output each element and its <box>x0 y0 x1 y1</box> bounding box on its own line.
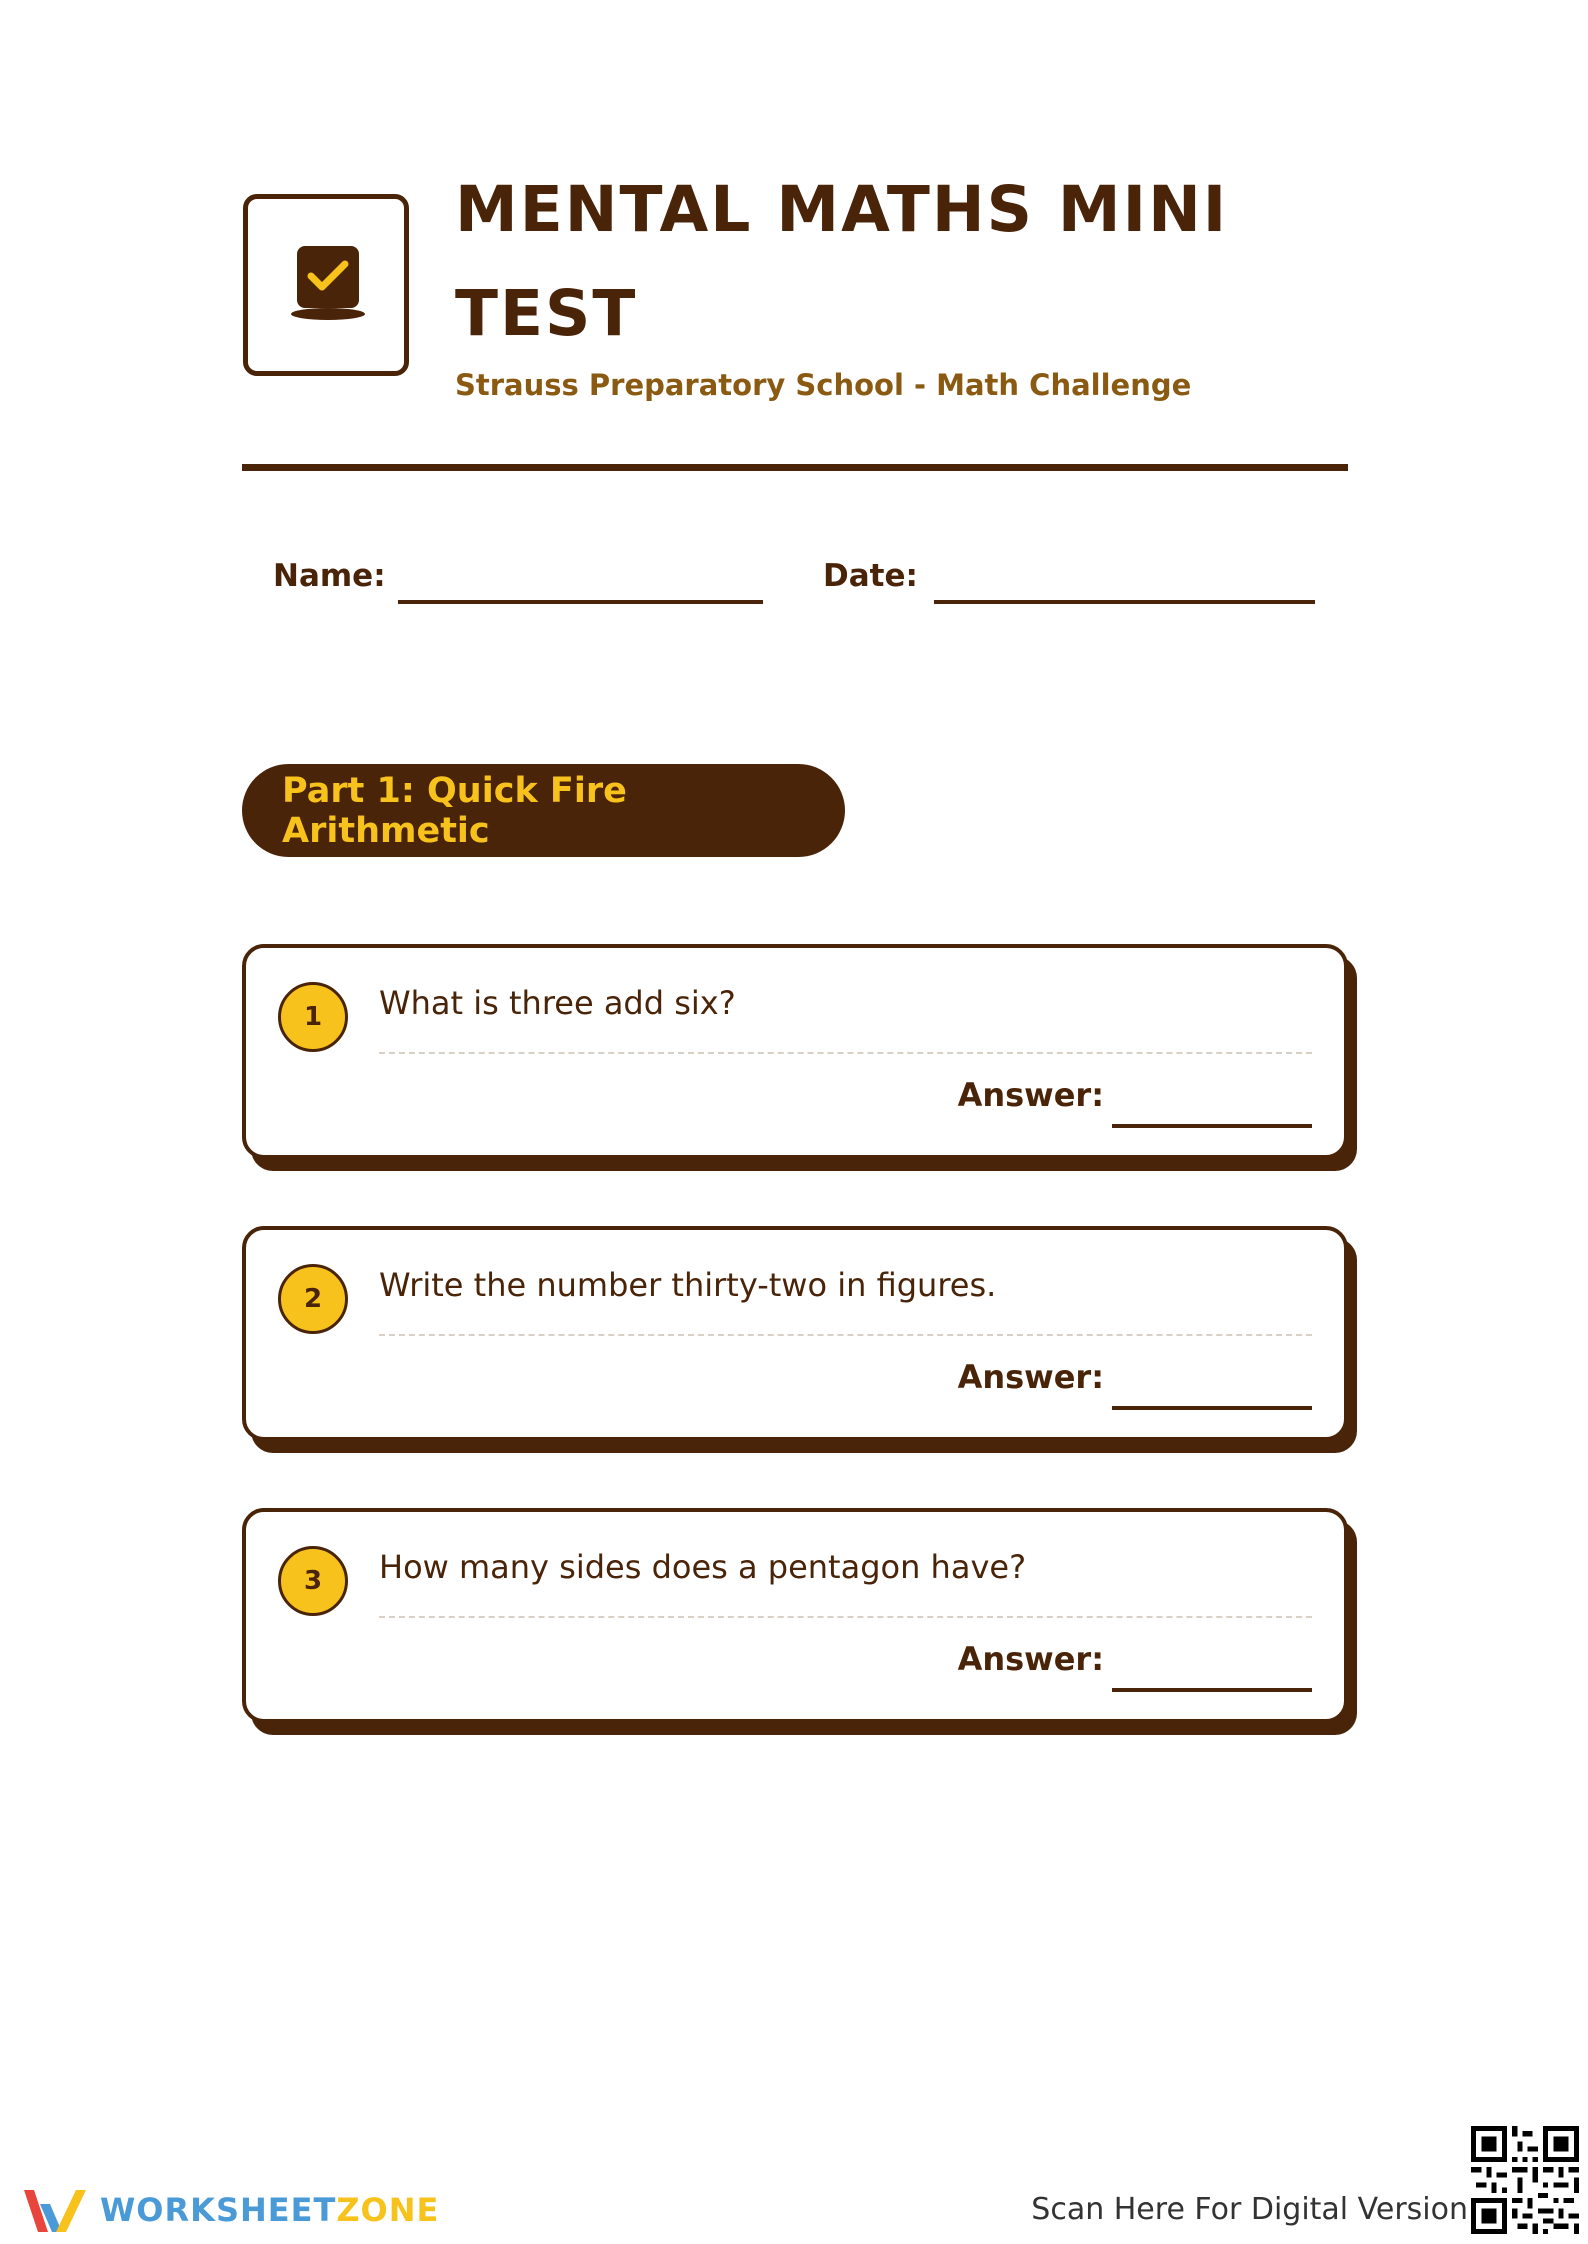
answer-label: Answer: <box>957 1358 1104 1396</box>
header-divider <box>242 464 1348 471</box>
question-text: How many sides does a pentagon have? <box>379 1548 1027 1586</box>
page-subtitle: Strauss Preparatory School - Math Challenge <box>455 368 1192 402</box>
brand-name: WORKSHEETZONE <box>100 2191 440 2229</box>
brand-logo <box>20 2182 439 2238</box>
answer-field[interactable] <box>1112 1406 1312 1410</box>
question-number: 2 <box>278 1264 348 1334</box>
question-card <box>242 1508 1348 1723</box>
question-text: Write the number thirty-two in figures. <box>379 1266 997 1304</box>
question-text: What is three add six? <box>379 984 736 1022</box>
question-number: 3 <box>278 1546 348 1616</box>
answer-label: Answer: <box>957 1640 1104 1678</box>
question-separator <box>379 1334 1312 1336</box>
name-label: Name: <box>273 558 386 594</box>
worksheetzone-logo-icon <box>20 2182 90 2238</box>
section-header <box>242 764 845 857</box>
section-label: Part 1: Quick Fire Arithmetic <box>282 770 627 851</box>
checkbox-icon <box>291 242 365 326</box>
question-separator <box>379 1616 1312 1618</box>
name-field[interactable] <box>398 600 763 604</box>
question-separator <box>379 1052 1312 1054</box>
header-logo <box>243 194 409 376</box>
date-label: Date: <box>823 558 918 594</box>
scan-text: Scan Here For Digital Version <box>1031 2192 1468 2227</box>
answer-field[interactable] <box>1112 1124 1312 1128</box>
page-title: MENTAL MATHS MINI TEST <box>455 173 1229 350</box>
answer-field[interactable] <box>1112 1688 1312 1692</box>
qr-code-icon[interactable] <box>1471 2126 1579 2234</box>
question-number: 1 <box>278 982 348 1052</box>
date-field[interactable] <box>934 600 1315 604</box>
answer-label: Answer: <box>957 1076 1104 1114</box>
question-card <box>242 1226 1348 1441</box>
question-card <box>242 944 1348 1159</box>
